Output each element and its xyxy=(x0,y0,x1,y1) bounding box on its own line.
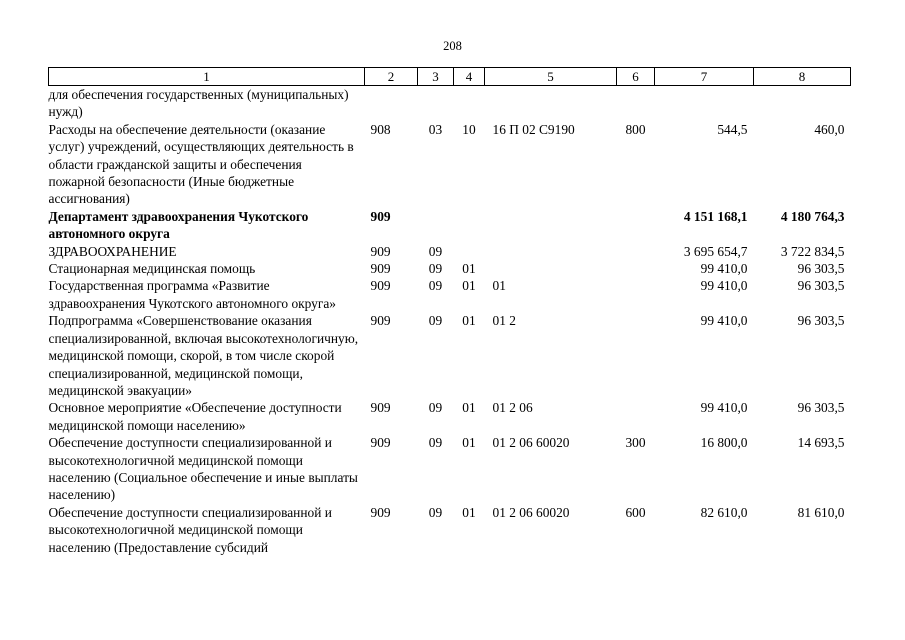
section-code: 09 xyxy=(428,504,443,520)
section-code: 09 xyxy=(428,261,443,277)
target-article-code xyxy=(485,208,617,243)
subsection-code: 01 xyxy=(462,313,476,329)
row-name: Департамент здравоохранения Чукотского автономного округа xyxy=(48,208,309,242)
amount-year-1: 16 800,0 xyxy=(700,435,748,451)
section-code: 09 xyxy=(428,400,443,416)
row-name: Обеспечение доступности специализированной и высокотехнологичной медицинской помощи населению (Предоставление субсидий xyxy=(48,504,332,555)
amount-year-2: 460,0 xyxy=(814,121,845,137)
table-row xyxy=(49,399,851,434)
section-code xyxy=(418,208,454,243)
row-name: Основное мероприятие «Обеспечение доступности медицинской помощи населению» xyxy=(48,400,342,433)
ministry-code: 909 xyxy=(370,243,391,259)
expense-type-code: 300 xyxy=(625,435,646,451)
amount-year-2: 3 722 834,5 xyxy=(780,243,845,259)
ministry-code: 909 xyxy=(370,504,391,520)
amount-year-2: 96 303,5 xyxy=(797,278,845,294)
target-article-code: 16 П 02 С9190 xyxy=(492,121,575,137)
section-code: 09 xyxy=(428,313,443,329)
header-col-3: 3 xyxy=(418,68,454,86)
amount-year-1: 4 151 168,1 xyxy=(683,208,748,224)
amount-year-1: 99 410,0 xyxy=(700,313,748,329)
header-col-5: 5 xyxy=(485,68,617,86)
subsection-code: 01 xyxy=(462,435,476,451)
amount-year-1: 99 410,0 xyxy=(700,400,748,416)
table-row xyxy=(49,121,851,208)
table-row xyxy=(49,86,851,121)
subsection-code: 10 xyxy=(462,121,476,137)
target-article-code: 01 2 06 60020 xyxy=(492,435,570,451)
row-name: Подпрограмма «Совершенствование оказания специализированной, включая высокотехнологичную, медицинской помощи, скорой, в том числе скорой специализированной, медицинской помощи, медицинской эвакуации» xyxy=(48,313,359,398)
expense-type-code xyxy=(617,243,655,260)
amount-year-1: 99 410,0 xyxy=(700,261,748,277)
target-article-code: 01 2 xyxy=(492,313,516,329)
ministry-code: 909 xyxy=(370,313,391,329)
header-col-7: 7 xyxy=(655,68,754,86)
section-code: 09 xyxy=(428,435,443,451)
header-col-4: 4 xyxy=(454,68,485,86)
subsection-code xyxy=(454,208,485,243)
section-code xyxy=(418,86,454,121)
amount-year-2: 96 303,5 xyxy=(797,261,845,277)
ministry-code: 909 xyxy=(370,435,391,451)
ministry-code: 908 xyxy=(370,121,391,137)
subsection-code: 01 xyxy=(462,400,476,416)
section-code: 03 xyxy=(428,121,443,137)
ministry-code: 909 xyxy=(370,261,391,277)
amount-year-2: 96 303,5 xyxy=(797,400,845,416)
target-article-code: 01 2 06 60020 xyxy=(492,504,570,520)
header-col-8: 8 xyxy=(754,68,851,86)
page-number: 208 xyxy=(443,39,462,53)
table-body xyxy=(49,86,851,556)
amount-year-2: 96 303,5 xyxy=(797,313,845,329)
expense-type-code: 800 xyxy=(625,121,646,137)
amount-year-1: 544,5 xyxy=(717,121,748,137)
target-article-code: 01 xyxy=(492,278,506,294)
amount-year-2 xyxy=(754,86,851,121)
table-row xyxy=(49,312,851,399)
table-row xyxy=(49,434,851,504)
ministry-code: 909 xyxy=(370,278,391,294)
row-name: Расходы на обеспечение деятельности (оказание услуг) учреждений, осуществляющих деятельность в области гражданской защиты и обеспечения пожарной безопасности (Иные бюджетные ассигнования) xyxy=(48,121,354,207)
row-name: Стационарная медицинская помощь xyxy=(48,261,256,277)
section-code: 09 xyxy=(428,278,443,294)
row-name: ЗДРАВООХРАНЕНИЕ xyxy=(48,243,177,259)
amount-year-2: 4 180 764,3 xyxy=(780,208,845,224)
expense-type-code xyxy=(617,86,655,121)
row-name: для обеспечения государственных (муниципальных) нужд) xyxy=(48,87,349,120)
amount-year-2: 81 610,0 xyxy=(797,504,845,520)
table-row xyxy=(49,277,851,312)
table-row xyxy=(49,504,851,556)
expense-type-code xyxy=(617,277,655,312)
table-row xyxy=(49,260,851,277)
header-col-6: 6 xyxy=(617,68,655,86)
ministry-code: 909 xyxy=(370,208,391,224)
amount-year-1 xyxy=(655,86,754,121)
subsection-code xyxy=(454,86,485,121)
ministry-code xyxy=(365,86,418,121)
subsection-code: 01 xyxy=(462,261,476,277)
amount-year-1: 82 610,0 xyxy=(700,504,748,520)
target-article-code xyxy=(485,260,617,277)
target-article-code: 01 2 06 xyxy=(492,400,533,416)
target-article-code xyxy=(485,243,617,260)
table-row xyxy=(49,243,851,260)
ministry-code: 909 xyxy=(370,400,391,416)
expense-type-code xyxy=(617,208,655,243)
table-row xyxy=(49,208,851,243)
row-name: Обеспечение доступности специализированной и высокотехнологичной медицинской помощи населению (Социальное обеспечение и иные выплаты населению) xyxy=(48,435,358,503)
subsection-code: 01 xyxy=(462,278,476,294)
amount-year-1: 99 410,0 xyxy=(700,278,748,294)
subsection-code: 01 xyxy=(462,504,476,520)
row-name: Государственная программа «Развитие здравоохранения Чукотского автономного округа» xyxy=(48,278,336,311)
table-header-row xyxy=(49,68,851,86)
expense-type-code: 600 xyxy=(625,504,646,520)
section-code: 09 xyxy=(428,243,443,259)
header-col-1: 1 xyxy=(49,68,365,86)
target-article-code xyxy=(485,86,617,121)
subsection-code xyxy=(454,243,485,260)
budget-table xyxy=(48,67,851,556)
expense-type-code xyxy=(617,260,655,277)
expense-type-code xyxy=(617,399,655,434)
header-col-2: 2 xyxy=(365,68,418,86)
amount-year-1: 3 695 654,7 xyxy=(683,243,748,259)
expense-type-code xyxy=(617,312,655,399)
amount-year-2: 14 693,5 xyxy=(797,435,845,451)
